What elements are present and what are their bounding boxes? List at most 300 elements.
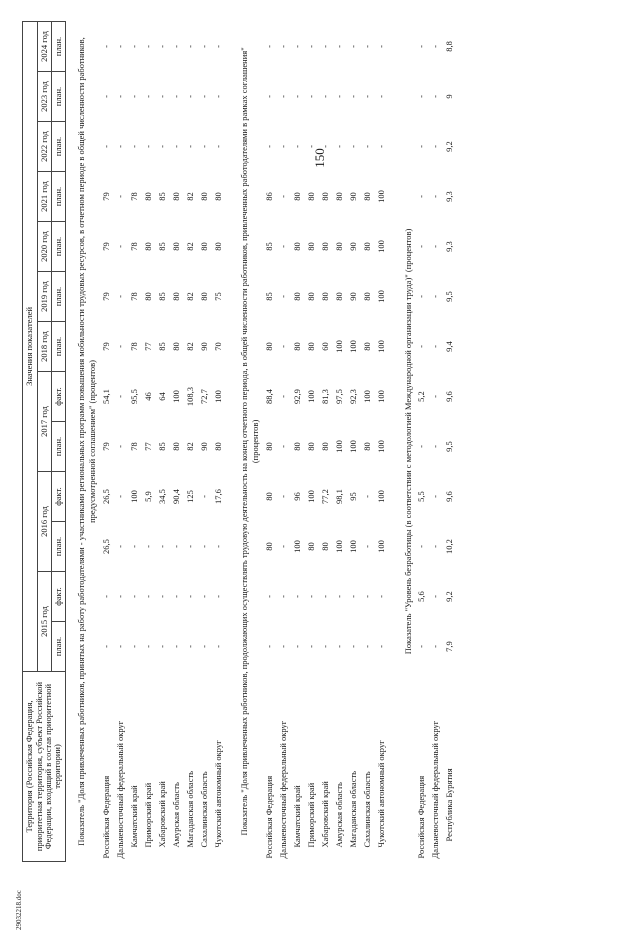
value-cell: 80 bbox=[291, 442, 302, 451]
value-cell: - bbox=[416, 345, 427, 348]
value-cell: - bbox=[128, 595, 139, 598]
value-cell: - bbox=[198, 645, 209, 648]
value-cell: 81,3 bbox=[319, 389, 330, 404]
rotated-page bbox=[22, 22, 622, 862]
value-cell: - bbox=[114, 145, 125, 148]
territory-name: Российская Федерация bbox=[416, 775, 427, 859]
indicators-table bbox=[22, 21, 457, 862]
value-cell: 46 bbox=[142, 392, 153, 401]
value-cell: - bbox=[128, 645, 139, 648]
value-cell: 86 bbox=[263, 192, 274, 201]
value-cell: - bbox=[347, 645, 358, 648]
value-cell: 80 bbox=[291, 242, 302, 251]
value-cell: 97,5 bbox=[333, 389, 344, 404]
plan-fact-header: факт. bbox=[52, 372, 66, 422]
value-cell: - bbox=[156, 95, 167, 98]
value-cell: - bbox=[361, 95, 372, 98]
value-cell: 82 bbox=[184, 292, 195, 301]
territory-name: Дальневосточный федеральный округ bbox=[430, 720, 441, 859]
value-cell: - bbox=[142, 45, 153, 48]
value-cell: - bbox=[277, 495, 288, 498]
value-cell: 80 bbox=[319, 242, 330, 251]
value-cell: - bbox=[375, 95, 386, 98]
value-cell: 70 bbox=[212, 342, 223, 351]
value-cell: - bbox=[100, 145, 111, 148]
value-cell: 100 bbox=[347, 540, 358, 553]
value-cell: - bbox=[142, 95, 153, 98]
value-cell: - bbox=[430, 545, 441, 548]
value-cell: - bbox=[305, 145, 316, 148]
value-cell: - bbox=[170, 595, 181, 598]
value-cell: 85 bbox=[156, 242, 167, 251]
value-cell: - bbox=[375, 45, 386, 48]
value-cell: 80 bbox=[305, 292, 316, 301]
value-cell: - bbox=[416, 545, 427, 548]
value-cell: 34,5 bbox=[156, 489, 167, 504]
value-cell: - bbox=[430, 495, 441, 498]
value-cell: - bbox=[263, 645, 274, 648]
value-cell: - bbox=[305, 45, 316, 48]
value-cell: - bbox=[100, 645, 111, 648]
value-cell: - bbox=[430, 245, 441, 248]
value-cell: - bbox=[198, 595, 209, 598]
value-cell: 80 bbox=[170, 342, 181, 351]
value-cell: 80 bbox=[333, 292, 344, 301]
value-cell: 75 bbox=[212, 292, 223, 301]
territory-name: Республика Бурятия bbox=[444, 768, 455, 842]
territory-name: Приморский край bbox=[305, 782, 316, 848]
territory-name: Хабаровский край bbox=[319, 781, 330, 848]
table-row bbox=[361, 21, 375, 861]
table-row bbox=[113, 21, 127, 861]
value-cell: - bbox=[430, 295, 441, 298]
table-row bbox=[319, 21, 333, 861]
value-cell: 78 bbox=[128, 292, 139, 301]
plan-fact-header: план. bbox=[52, 272, 66, 322]
value-cell: - bbox=[430, 145, 441, 148]
plan-fact-header: план. bbox=[52, 322, 66, 372]
value-cell: 80 bbox=[198, 192, 209, 201]
table-row bbox=[305, 21, 319, 861]
value-cell: 80 bbox=[170, 442, 181, 451]
value-cell: 100 bbox=[347, 340, 358, 353]
value-cell: - bbox=[114, 545, 125, 548]
value-cell: 90 bbox=[347, 242, 358, 251]
value-cell: 80 bbox=[361, 292, 372, 301]
value-cell: - bbox=[142, 545, 153, 548]
value-cell: - bbox=[430, 595, 441, 598]
table-row bbox=[375, 21, 389, 861]
value-cell: 5,9 bbox=[142, 491, 153, 502]
value-cell: 95,5 bbox=[128, 389, 139, 404]
value-cell: 80 bbox=[142, 292, 153, 301]
value-cell: - bbox=[212, 595, 223, 598]
value-cell: 100 bbox=[305, 490, 316, 503]
value-cell: 80 bbox=[305, 442, 316, 451]
spacer-cell bbox=[225, 21, 235, 861]
value-cell: - bbox=[212, 45, 223, 48]
table-row bbox=[169, 21, 183, 861]
year-header: 2021 год bbox=[38, 172, 52, 222]
value-cell: - bbox=[333, 145, 344, 148]
plan-fact-header: факт. bbox=[52, 572, 66, 622]
value-cell: 26,5 bbox=[100, 539, 111, 554]
value-cell: 9,6 bbox=[444, 391, 455, 402]
value-cell: - bbox=[212, 145, 223, 148]
value-cell: 100 bbox=[170, 390, 181, 403]
year-header: 2017 год bbox=[38, 372, 52, 472]
value-cell: - bbox=[184, 95, 195, 98]
value-cell: 9,2 bbox=[444, 591, 455, 602]
territory-name: Хабаровский край bbox=[156, 781, 167, 848]
value-cell: 5,6 bbox=[416, 591, 427, 602]
value-cell: - bbox=[277, 595, 288, 598]
value-cell: - bbox=[114, 45, 125, 48]
value-cell: 100 bbox=[333, 540, 344, 553]
value-cell: 100 bbox=[361, 390, 372, 403]
value-cell: 17,6 bbox=[212, 489, 223, 504]
value-cell: - bbox=[416, 45, 427, 48]
value-cell: 100 bbox=[375, 190, 386, 203]
value-cell: 100 bbox=[375, 240, 386, 253]
year-header: 2023 год bbox=[38, 72, 52, 122]
value-cell: 100 bbox=[375, 490, 386, 503]
value-cell: - bbox=[347, 145, 358, 148]
value-cell: - bbox=[198, 495, 209, 498]
value-cell: 77 bbox=[142, 342, 153, 351]
page-number: 150 bbox=[312, 148, 327, 168]
territory-name: Российская Федерация bbox=[100, 775, 111, 859]
value-cell: - bbox=[114, 345, 125, 348]
value-cell: 85 bbox=[156, 192, 167, 201]
value-cell: 78 bbox=[128, 442, 139, 451]
value-cell: - bbox=[128, 95, 139, 98]
value-cell: - bbox=[198, 145, 209, 148]
footer-doc-name: 29032218.doc bbox=[15, 890, 23, 930]
value-cell: 100 bbox=[212, 390, 223, 403]
value-cell: 82 bbox=[184, 442, 195, 451]
plan-fact-header: план. bbox=[52, 72, 66, 122]
value-cell: - bbox=[277, 95, 288, 98]
value-cell: 100 bbox=[347, 440, 358, 453]
value-cell: - bbox=[156, 595, 167, 598]
value-cell: 9,6 bbox=[444, 491, 455, 502]
value-cell: - bbox=[291, 95, 302, 98]
table-row bbox=[211, 21, 225, 861]
value-cell: 80 bbox=[291, 192, 302, 201]
table-row bbox=[197, 21, 211, 861]
value-cell: - bbox=[361, 595, 372, 598]
table-row bbox=[277, 21, 291, 861]
value-cell: 100 bbox=[375, 540, 386, 553]
value-cell: 54,1 bbox=[100, 389, 111, 404]
value-cell: - bbox=[170, 45, 181, 48]
value-cell: 80 bbox=[361, 342, 372, 351]
value-cell: - bbox=[277, 445, 288, 448]
plan-fact-header: план. bbox=[52, 622, 66, 672]
value-cell: - bbox=[361, 495, 372, 498]
value-cell: 9,2 bbox=[444, 141, 455, 152]
value-cell: - bbox=[277, 545, 288, 548]
value-cell: - bbox=[430, 645, 441, 648]
value-cell: 100 bbox=[375, 340, 386, 353]
value-cell: 90 bbox=[347, 192, 358, 201]
value-cell: 100 bbox=[333, 440, 344, 453]
value-cell: - bbox=[156, 545, 167, 548]
value-cell: - bbox=[305, 95, 316, 98]
value-cell: 100 bbox=[375, 440, 386, 453]
value-cell: 90 bbox=[198, 442, 209, 451]
value-cell: - bbox=[198, 545, 209, 548]
value-cell: 80 bbox=[170, 192, 181, 201]
value-cell: - bbox=[416, 645, 427, 648]
footer-area bbox=[4, 875, 34, 930]
value-cell: - bbox=[198, 95, 209, 98]
value-cell: - bbox=[430, 445, 441, 448]
value-cell: - bbox=[128, 145, 139, 148]
value-cell: 100 bbox=[291, 540, 302, 553]
territory-name: Магаданская область bbox=[184, 770, 195, 848]
value-cell: 80 bbox=[198, 242, 209, 251]
value-cell: - bbox=[156, 145, 167, 148]
value-cell: - bbox=[361, 45, 372, 48]
value-cell: - bbox=[416, 445, 427, 448]
value-cell: 10,2 bbox=[444, 539, 455, 554]
table-row bbox=[155, 21, 169, 861]
value-cell: - bbox=[142, 645, 153, 648]
value-cell: 92,9 bbox=[291, 389, 302, 404]
value-cell: - bbox=[170, 645, 181, 648]
value-cell: 80 bbox=[263, 492, 274, 501]
value-cell: - bbox=[263, 45, 274, 48]
value-cell: - bbox=[114, 95, 125, 98]
value-cell: - bbox=[361, 645, 372, 648]
value-cell: - bbox=[319, 645, 330, 648]
value-cell: 80 bbox=[198, 292, 209, 301]
plan-fact-header: факт. bbox=[52, 472, 66, 522]
territory-name: Сахалинская область bbox=[361, 771, 372, 848]
value-cell: 85 bbox=[156, 342, 167, 351]
value-cell: - bbox=[347, 95, 358, 98]
value-cell: 80 bbox=[305, 542, 316, 551]
year-header: 2016 год bbox=[38, 472, 52, 572]
value-cell: 80 bbox=[212, 242, 223, 251]
value-cell: - bbox=[430, 395, 441, 398]
value-cell: 80 bbox=[305, 192, 316, 201]
value-cell: 125 bbox=[184, 490, 195, 503]
value-cell: - bbox=[430, 195, 441, 198]
value-cell: - bbox=[277, 45, 288, 48]
value-cell: - bbox=[291, 145, 302, 148]
value-cell: - bbox=[263, 95, 274, 98]
table-header bbox=[23, 21, 66, 861]
value-cell: - bbox=[305, 595, 316, 598]
value-cell: - bbox=[212, 545, 223, 548]
value-cell: 80 bbox=[319, 442, 330, 451]
value-cell: 77,2 bbox=[319, 489, 330, 504]
value-cell: 85 bbox=[263, 242, 274, 251]
value-cell: 95 bbox=[347, 492, 358, 501]
value-cell: - bbox=[128, 545, 139, 548]
value-cell: - bbox=[100, 95, 111, 98]
value-cell: 80 bbox=[319, 292, 330, 301]
value-cell: 100 bbox=[333, 340, 344, 353]
table-row bbox=[183, 21, 197, 861]
territory-name: Российская Федерация bbox=[263, 775, 274, 859]
value-cell: 80 bbox=[212, 192, 223, 201]
value-cell: 82 bbox=[184, 342, 195, 351]
value-cell: 80 bbox=[361, 242, 372, 251]
value-cell: 85 bbox=[156, 442, 167, 451]
value-cell: 78 bbox=[128, 342, 139, 351]
value-cell: - bbox=[184, 545, 195, 548]
year-header: 2018 год bbox=[38, 322, 52, 372]
value-cell: - bbox=[114, 295, 125, 298]
table-row bbox=[333, 21, 347, 861]
value-cell: - bbox=[100, 45, 111, 48]
plan-fact-header: план. bbox=[52, 21, 66, 71]
value-cell: - bbox=[319, 95, 330, 98]
value-cell: 100 bbox=[375, 290, 386, 303]
value-cell: - bbox=[347, 595, 358, 598]
value-cell: 79 bbox=[100, 292, 111, 301]
value-cell: 79 bbox=[100, 242, 111, 251]
value-cell: 79 bbox=[100, 442, 111, 451]
value-cell: 78 bbox=[128, 242, 139, 251]
indicator-row bbox=[235, 21, 262, 861]
value-cell: - bbox=[430, 45, 441, 48]
territory-name: Чукотский автономный округ bbox=[375, 740, 386, 848]
value-cell: - bbox=[170, 95, 181, 98]
value-cell: - bbox=[142, 145, 153, 148]
value-cell: - bbox=[277, 645, 288, 648]
value-cell: 100 bbox=[375, 390, 386, 403]
value-cell: 92,3 bbox=[347, 389, 358, 404]
value-cell: - bbox=[184, 145, 195, 148]
value-cell: - bbox=[416, 95, 427, 98]
value-cell: 98,1 bbox=[333, 489, 344, 504]
value-cell: 80 bbox=[319, 542, 330, 551]
value-cell: 80 bbox=[305, 242, 316, 251]
value-cell: 82 bbox=[184, 192, 195, 201]
value-cell: 90 bbox=[347, 292, 358, 301]
value-cell: - bbox=[142, 595, 153, 598]
value-cell: - bbox=[416, 195, 427, 198]
values-header: Значения показателей bbox=[23, 21, 38, 671]
value-cell: 85 bbox=[263, 292, 274, 301]
value-cell: 72,7 bbox=[198, 389, 209, 404]
value-cell: - bbox=[416, 295, 427, 298]
plan-fact-header: план. bbox=[52, 222, 66, 272]
territory-column-header: Территория (Российская Федерация, приоритетная территория, субъект Российской Федерации, входящий в состав приоритетной территории) bbox=[23, 672, 66, 862]
value-cell: - bbox=[198, 45, 209, 48]
value-cell: 100 bbox=[305, 390, 316, 403]
value-cell: - bbox=[184, 645, 195, 648]
value-cell: 80 bbox=[142, 242, 153, 251]
value-cell: 80 bbox=[142, 192, 153, 201]
value-cell: 78 bbox=[128, 192, 139, 201]
section-spacer bbox=[225, 21, 235, 861]
indicator-title: Показатель "Доля привлеченных работников, принятых на работу работодателями - участниками региональных программ повышения мобильности трудовых ресурсов, в отчетном периоде в общей численности работников, предусмотренной соглашением" (процентов) bbox=[66, 21, 100, 861]
plan-fact-header: план. bbox=[52, 522, 66, 572]
value-cell: - bbox=[430, 95, 441, 98]
value-cell: 64 bbox=[156, 392, 167, 401]
table-row bbox=[127, 21, 141, 861]
value-cell: 90,4 bbox=[170, 489, 181, 504]
value-cell: - bbox=[277, 345, 288, 348]
indicator-title: Показатель "Уровень безработицы (в соответствии с методологией Международной организации труда)" (процентов) bbox=[402, 228, 413, 655]
value-cell: - bbox=[319, 595, 330, 598]
value-cell: 79 bbox=[100, 342, 111, 351]
value-cell: - bbox=[263, 145, 274, 148]
value-cell: 80 bbox=[361, 192, 372, 201]
value-cell: - bbox=[128, 45, 139, 48]
value-cell: 9,5 bbox=[444, 291, 455, 302]
value-cell: - bbox=[184, 595, 195, 598]
value-cell: - bbox=[305, 645, 316, 648]
indicator-row bbox=[399, 21, 416, 861]
year-header: 2019 год bbox=[38, 272, 52, 322]
value-cell: - bbox=[277, 395, 288, 398]
value-cell: - bbox=[114, 495, 125, 498]
value-cell: - bbox=[100, 595, 111, 598]
value-cell: 8,8 bbox=[444, 41, 455, 52]
year-header: 2020 год bbox=[38, 222, 52, 272]
value-cell: 96 bbox=[291, 492, 302, 501]
territory-name: Приморский край bbox=[142, 782, 153, 848]
value-cell: - bbox=[416, 145, 427, 148]
value-cell: - bbox=[212, 95, 223, 98]
value-cell: - bbox=[291, 595, 302, 598]
value-cell: 9,4 bbox=[444, 341, 455, 352]
value-cell: 80 bbox=[291, 292, 302, 301]
value-cell: 80 bbox=[291, 342, 302, 351]
value-cell: - bbox=[375, 645, 386, 648]
value-cell: - bbox=[170, 145, 181, 148]
plan-fact-header: план. bbox=[52, 172, 66, 222]
value-cell: 26,5 bbox=[100, 489, 111, 504]
value-cell: - bbox=[277, 245, 288, 248]
table-row bbox=[429, 21, 443, 861]
territory-name: Камчатский край bbox=[291, 785, 302, 848]
value-cell: - bbox=[114, 595, 125, 598]
spacer-cell bbox=[389, 21, 399, 861]
value-cell: - bbox=[277, 145, 288, 148]
value-cell: - bbox=[291, 45, 302, 48]
value-cell: 9,3 bbox=[444, 191, 455, 202]
value-cell: - bbox=[333, 95, 344, 98]
value-cell: 5,2 bbox=[416, 391, 427, 402]
value-cell: - bbox=[333, 45, 344, 48]
value-cell: - bbox=[333, 595, 344, 598]
value-cell: - bbox=[291, 645, 302, 648]
section-spacer bbox=[389, 21, 399, 861]
value-cell: 9 bbox=[444, 94, 455, 99]
value-cell: - bbox=[333, 645, 344, 648]
value-cell: - bbox=[156, 645, 167, 648]
value-cell: - bbox=[319, 145, 330, 148]
value-cell: - bbox=[319, 45, 330, 48]
territory-name: Сахалинская область bbox=[198, 771, 209, 848]
year-header: 2015 год bbox=[38, 572, 52, 672]
value-cell: - bbox=[416, 245, 427, 248]
value-cell: 9,5 bbox=[444, 441, 455, 452]
indicator-row bbox=[66, 21, 100, 861]
value-cell: - bbox=[114, 445, 125, 448]
value-cell: 108,3 bbox=[184, 386, 195, 407]
value-cell: 77 bbox=[142, 442, 153, 451]
value-cell: 80 bbox=[305, 342, 316, 351]
